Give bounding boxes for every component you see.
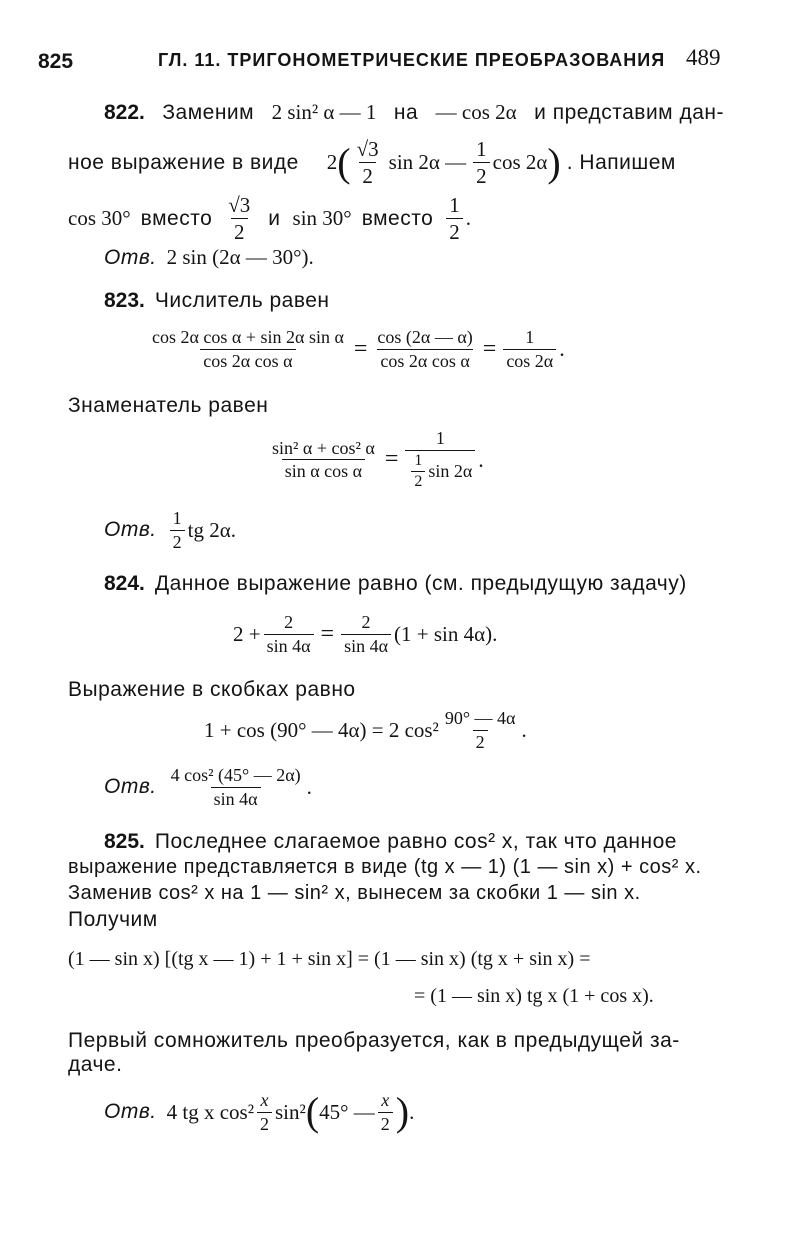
- p823-answer: [104, 508, 236, 552]
- p825-line4: Получим: [68, 908, 158, 931]
- denominator: sin 4α: [211, 787, 261, 810]
- period: .: [478, 446, 484, 472]
- denominator: cos 2α cos α: [377, 349, 472, 372]
- denominator: 2: [446, 218, 463, 244]
- chapter-header: ГЛ. 11. ТРИГОНОМЕТРИЧЕСКИЕ ПРЕОБРАЗОВАНИЯ: [158, 50, 666, 70]
- p822-line3: [68, 193, 471, 244]
- fraction: [473, 137, 490, 188]
- answer-label: Отв.: [104, 518, 157, 542]
- numerator: √3: [228, 193, 251, 217]
- p824-line1: [104, 572, 687, 596]
- denominator: 2: [257, 1112, 272, 1135]
- right-paren: ): [547, 139, 561, 185]
- p825-eq2: = (1 — sin x) tg x (1 + cos x).: [414, 985, 654, 1007]
- p823-numerator-eq: [146, 327, 565, 371]
- denominator: 2: [473, 730, 488, 753]
- numerator: sin² α + cos² α: [272, 437, 375, 458]
- text: Числитель равен: [154, 289, 330, 312]
- fraction: [503, 327, 556, 371]
- fraction: [269, 438, 378, 482]
- answer-label: Отв.: [104, 1100, 157, 1124]
- p824-bracket-text: Выражение в скобках равно: [68, 678, 356, 701]
- p825-eq1: (1 — sin x) [(tg x — 1) + 1 + sin x] = (1 — sin x) (tg x + sin x) =: [68, 948, 591, 970]
- numerator: 1: [525, 327, 535, 347]
- numerator: x: [381, 1090, 390, 1110]
- fraction: [225, 193, 253, 244]
- denominator: 2: [359, 162, 376, 188]
- p825-line6: даче.: [68, 1053, 123, 1076]
- period: .: [306, 774, 312, 799]
- denominator: sin 4α: [341, 634, 391, 657]
- denominator: [405, 450, 475, 492]
- text: Заменим: [162, 100, 255, 124]
- equals: =: [320, 620, 335, 647]
- numerator: 1: [172, 508, 182, 528]
- fraction: [149, 327, 347, 371]
- numerator: cos (2α — α): [377, 327, 473, 347]
- period: .: [521, 717, 527, 742]
- text: на: [393, 100, 419, 124]
- formula: cos 2α: [492, 150, 548, 175]
- formula: 2 sin² α — 1: [271, 100, 377, 124]
- numerator: 4 cos² (45° — 2α): [170, 765, 301, 785]
- p822-answer: [104, 245, 314, 270]
- fraction: [168, 765, 304, 809]
- p823-denominator-text: Знаменатель равен: [68, 394, 269, 417]
- fraction: [378, 1090, 393, 1134]
- p825-line3: Заменив cos² x на 1 — sin² x, вынесем за скобки 1 — sin x.: [68, 882, 641, 904]
- formula: — cos 2α: [435, 100, 517, 124]
- denominator: 2: [378, 1112, 393, 1135]
- denominator: 2: [411, 471, 425, 491]
- text: и: [268, 206, 281, 230]
- answer: tg 2α.: [187, 517, 236, 542]
- fraction: [170, 508, 185, 552]
- left-paren: (: [337, 139, 351, 185]
- denominator: cos 2α: [503, 349, 556, 372]
- fraction: [405, 428, 475, 491]
- numerator: √3: [356, 137, 379, 161]
- fraction: [257, 1090, 272, 1134]
- p823-denominator-eq: [266, 428, 484, 491]
- text: Данное выражение равно (см. предыдущую задачу): [154, 572, 687, 595]
- denominator: 2: [473, 162, 490, 188]
- formula: sin 2α: [428, 461, 473, 482]
- denominator: sin α cos α: [282, 459, 365, 482]
- period: .: [559, 336, 565, 362]
- numerator: 1: [414, 451, 423, 469]
- p823-line1: [104, 289, 330, 313]
- denominator: cos 2α cos α: [200, 349, 295, 372]
- text: и представим дан-: [534, 100, 724, 124]
- p825-line1: [104, 830, 677, 854]
- problem-number: 825.: [104, 830, 145, 853]
- formula: sin²: [275, 1099, 306, 1124]
- fraction: [446, 193, 463, 244]
- formula: sin 30°: [292, 206, 352, 231]
- answer: 2 sin (2α — 30°).: [166, 245, 314, 269]
- problem-number: 824.: [104, 572, 145, 595]
- p822-line1: [104, 100, 724, 125]
- numerator: 2: [361, 612, 371, 632]
- numerator: 90° — 4α: [444, 708, 516, 728]
- answer-label: Отв.: [104, 775, 157, 799]
- formula: 45° —: [319, 1099, 375, 1124]
- formula: sin 2α —: [388, 150, 467, 175]
- p824-answer: [104, 765, 312, 809]
- p825-answer: [104, 1090, 414, 1134]
- text: ное выражение в виде: [68, 150, 299, 174]
- problem-number: 823.: [104, 289, 145, 312]
- answer-label: Отв.: [104, 245, 157, 269]
- numerator: cos 2α cos α + sin 2α sin α: [152, 327, 344, 347]
- p825-line5: Первый сомножитель преобразуется, как в предыдущей за-: [68, 1029, 680, 1052]
- numerator: x: [260, 1090, 269, 1110]
- period: .: [465, 206, 472, 231]
- fraction: [411, 452, 425, 492]
- left-paren: (: [305, 1089, 320, 1135]
- formula: (1 + sin 4α).: [394, 621, 498, 646]
- fraction: [354, 137, 382, 188]
- period: .: [409, 1099, 415, 1124]
- page-number: 489: [686, 45, 721, 70]
- text: вместо: [361, 206, 434, 230]
- denominator: sin 4α: [264, 634, 314, 657]
- text: вместо: [140, 206, 213, 230]
- text: . Напишем: [566, 150, 676, 174]
- fraction: [341, 612, 391, 656]
- coefficient: 2: [326, 150, 338, 175]
- p822-line2: [68, 137, 676, 188]
- formula: cos 30°: [68, 206, 131, 231]
- numerator: 1: [476, 137, 487, 161]
- formula: 1 + cos (90° — 4α) = 2 cos²: [204, 717, 439, 742]
- equals: =: [353, 335, 368, 362]
- fraction: [442, 708, 519, 752]
- numerator: 1: [435, 428, 445, 448]
- p824-eq1: [233, 612, 497, 656]
- fraction: [264, 612, 314, 656]
- formula: 2 +: [233, 621, 261, 646]
- problem-number: 822.: [104, 100, 145, 124]
- p825-line2: выражение представляется в виде (tg x — 1) (1 — sin x) + cos² x.: [68, 856, 702, 878]
- numerator: 2: [284, 612, 294, 632]
- page-corner-number: 825: [38, 50, 74, 73]
- fraction: [374, 327, 475, 371]
- p824-eq2: [204, 708, 527, 752]
- numerator: 1: [449, 193, 460, 217]
- right-paren: ): [395, 1089, 410, 1135]
- text: Последнее слагаемое равно cos² x, так что данное: [154, 830, 677, 853]
- denominator: 2: [231, 218, 248, 244]
- denominator: 2: [170, 530, 185, 553]
- formula: 4 tg x cos²: [166, 1099, 254, 1124]
- equals: =: [384, 446, 399, 473]
- equals: =: [482, 335, 497, 362]
